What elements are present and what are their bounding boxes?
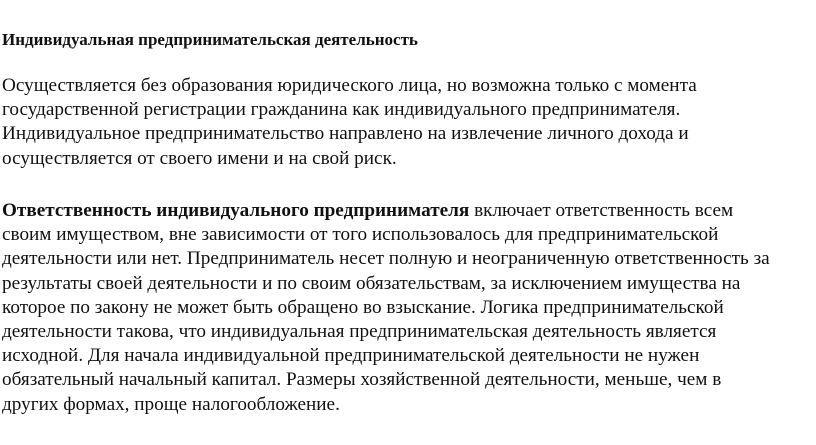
paragraph-line: других формах, проще налогообложение. [2, 393, 340, 415]
paragraph-line: обязательный начальный капитал. Размеры хозяйственной деятельности, меньше, чем в [2, 369, 722, 391]
paragraph-line: осуществляется от своего имени и на свой риск. [2, 147, 397, 169]
paragraph-first-line [2, 199, 814, 223]
paragraph-line: государственной регистрации гражданина как индивидуального предпринимателя. [2, 99, 681, 121]
paragraph-line: результаты своей деятельности и по своим обязательствам, за исключением имущества на [2, 272, 741, 294]
paragraph-line: деятельности такова, что индивидуальная предпринимательская деятельность является [2, 321, 717, 343]
liability-heading: Ответственность индивидуального предпринимателя [2, 200, 470, 221]
document-title: Индивидуальная предпринимательская деятельность [2, 30, 418, 49]
paragraph-line: которое по закону не может быть обращено во взыскание. Логика предпринимательской [2, 296, 724, 318]
paragraph-line: Осуществляется без образования юридического лица, но возможна только с момента [2, 75, 697, 96]
paragraph-line: исходной. Для начала индивидуальной предпринимательской деятельности не нужен [2, 345, 700, 367]
paragraph-line: Индивидуальное предпринимательство направлено на извлечение личного дохода и [2, 123, 689, 145]
paragraph-registration [2, 74, 814, 171]
paragraph-line: деятельности или нет. Предприниматель несет полную и неограниченную ответственность за [2, 248, 770, 270]
paragraph-liability [2, 199, 814, 417]
liability-lead-text: включает ответственность всем [469, 200, 734, 221]
paragraph-line: своим имуществом, вне зависимости от того использовалось для предпринимательской [2, 224, 719, 246]
